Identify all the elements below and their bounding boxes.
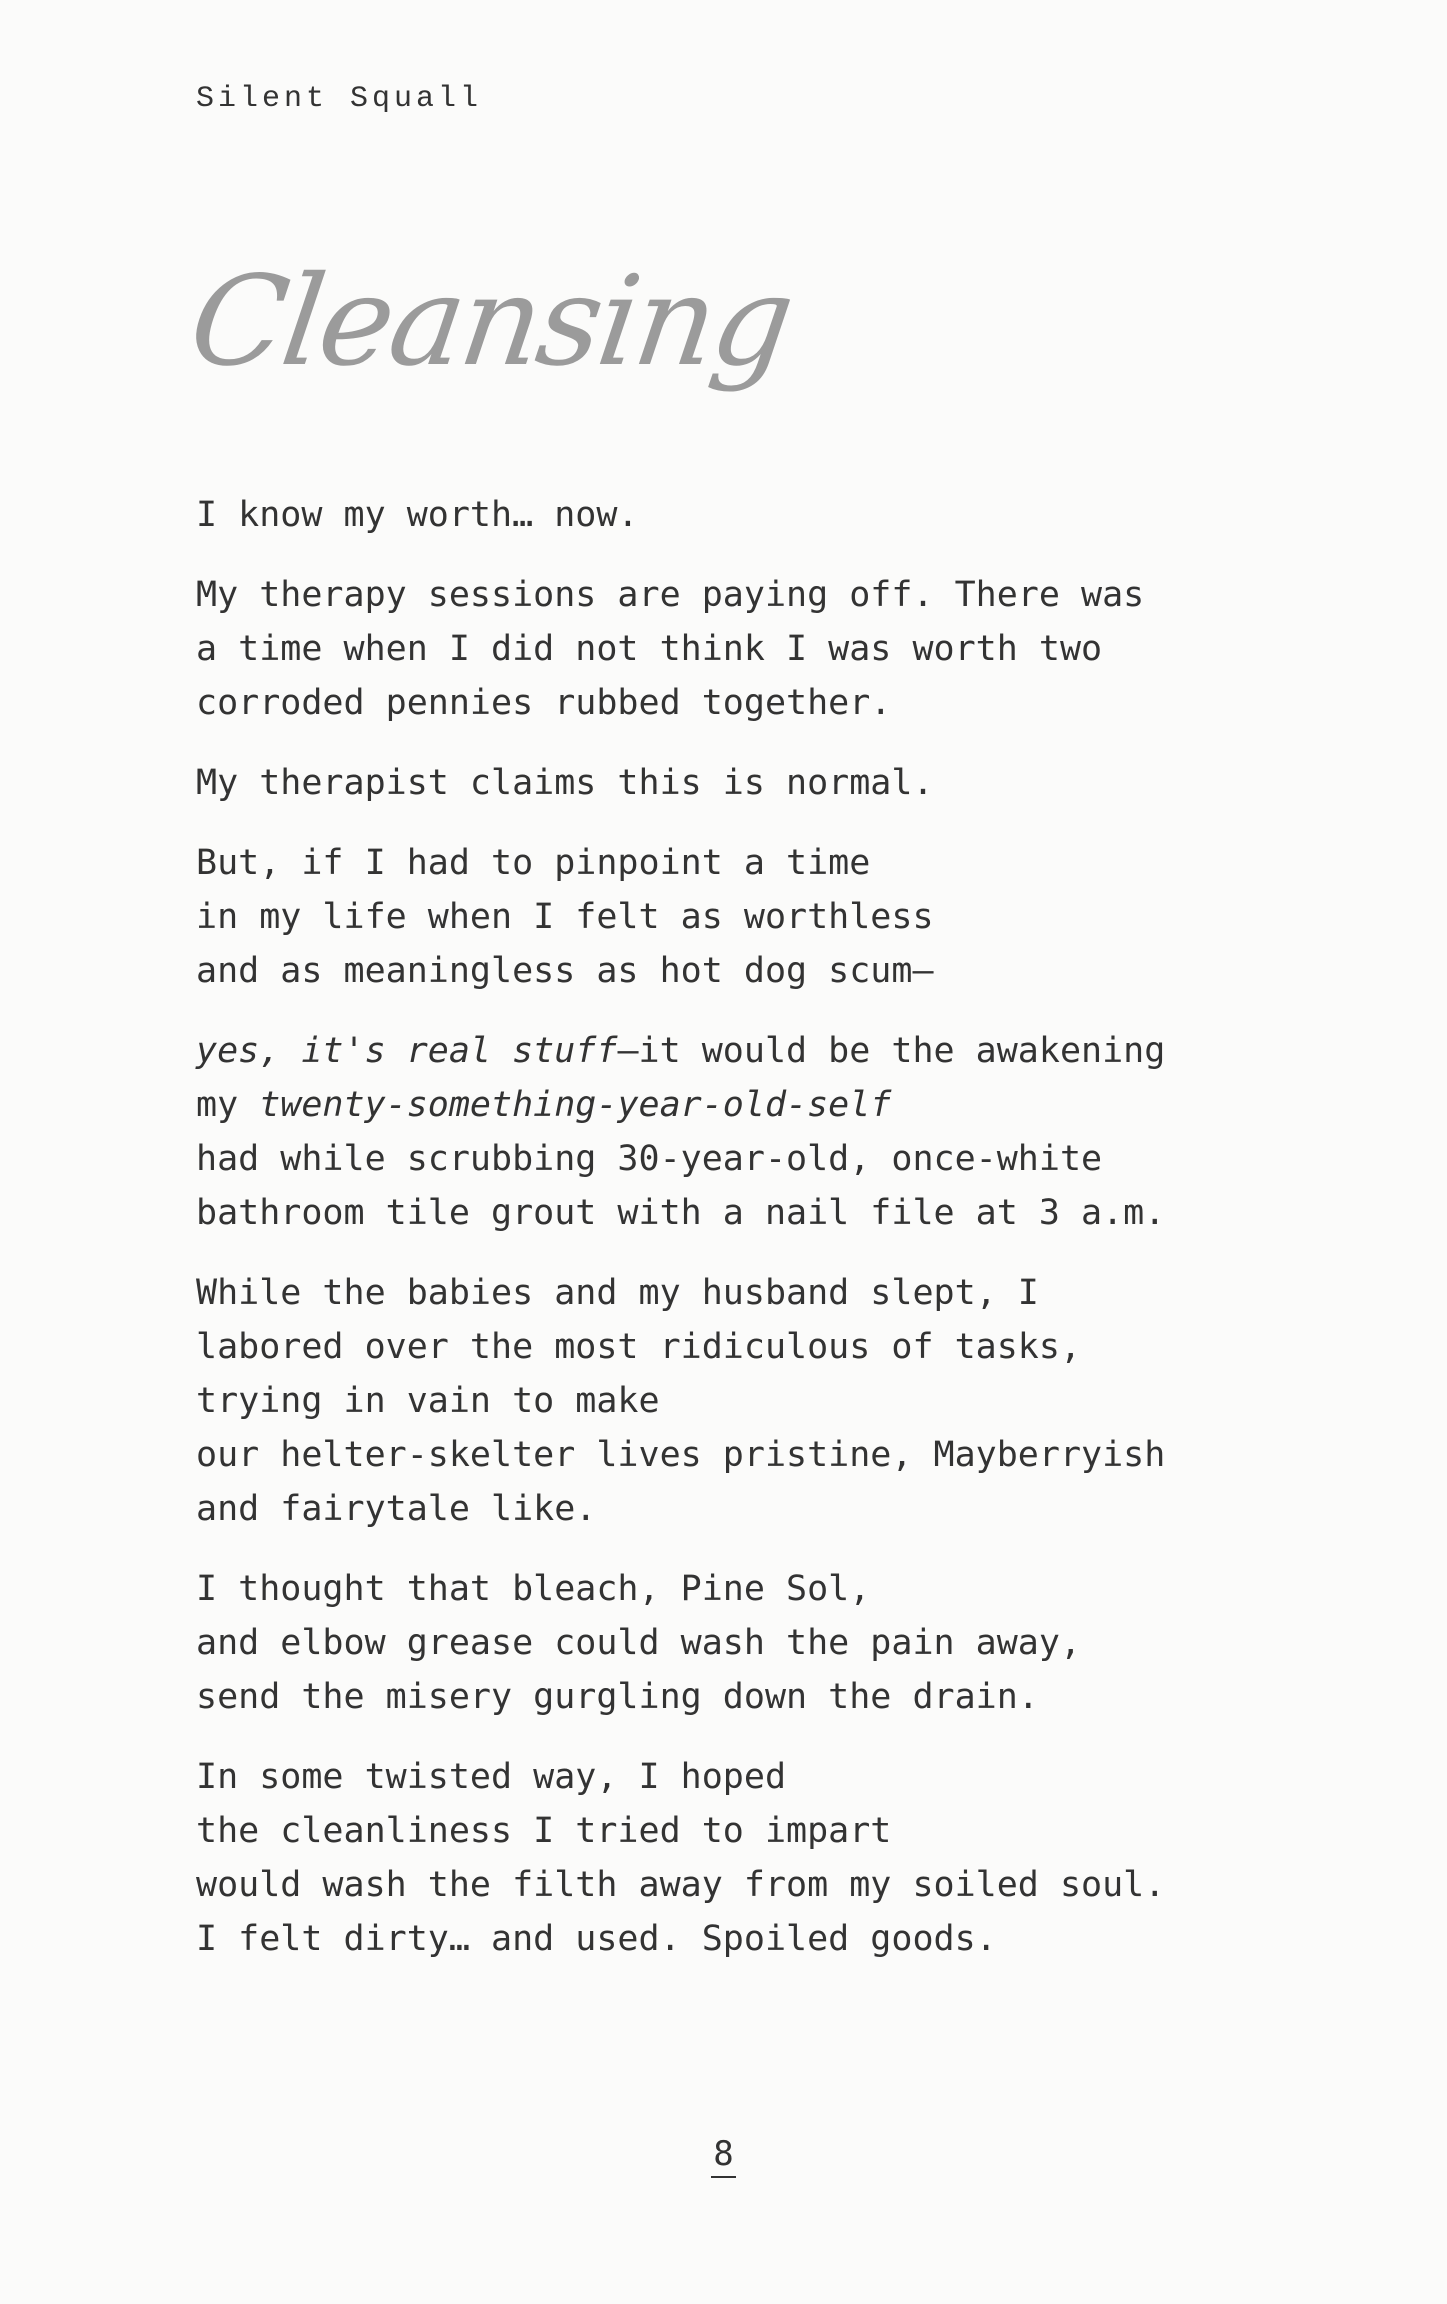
poem-body: [196, 488, 1256, 1992]
page-number: [0, 2134, 1447, 2174]
poem-line: labored over the most ridiculous of tasks,: [196, 1327, 1082, 1367]
poem-line: had while scrubbing 30-year-old, once-white: [196, 1139, 1103, 1179]
poem-line: and as meaningless as hot dog scum—: [196, 951, 934, 991]
poem-line: in my life when I felt as worthless: [196, 897, 934, 937]
italic-phrase: yes, it's real stuff: [196, 1031, 618, 1071]
poem-line: and fairytale like.: [196, 1489, 597, 1529]
poem-line: our helter-skelter lives pristine, Mayberryish: [196, 1435, 1166, 1475]
stanza-6: [196, 1266, 1256, 1536]
stanza-1: [196, 488, 1256, 542]
poem-line: My therapist claims this is normal.: [196, 763, 934, 803]
line-text: —it would be the awakening: [617, 1031, 1166, 1071]
stanza-3: [196, 756, 1256, 810]
page-title: Cleansing: [181, 250, 800, 394]
poem-line: corroded pennies rubbed together.: [196, 683, 892, 723]
poem-line: I felt dirty… and used. Spoiled goods.: [196, 1919, 997, 1959]
stanza-8: [196, 1750, 1256, 1966]
poem-line: and elbow grease could wash the pain away,: [196, 1623, 1082, 1663]
italic-phrase: twenty-something-year-old-self: [259, 1085, 892, 1125]
poem-line: bathroom tile grout with a nail file at 3 a.m.: [196, 1193, 1166, 1233]
poem-line: My therapy sessions are paying off. There was: [196, 575, 1145, 615]
poem-line: a time when I did not think I was worth two: [196, 629, 1103, 669]
poem-line: [196, 1078, 1256, 1132]
poem-line: I know my worth… now.: [196, 495, 639, 535]
line-text: my: [196, 1085, 260, 1125]
poem-line: I thought that bleach, Pine Sol,: [196, 1569, 871, 1609]
stanza-2: [196, 568, 1256, 730]
poem-line: the cleanliness I tried to impart: [196, 1811, 892, 1851]
stanza-5: [196, 1024, 1256, 1240]
poem-line: While the babies and my husband slept, I: [196, 1273, 1039, 1313]
poem-line: [196, 1024, 1256, 1078]
poem-line: But, if I had to pinpoint a time: [196, 843, 871, 883]
poem-line: send the misery gurgling down the drain.: [196, 1677, 1039, 1717]
poem-line: trying in vain to make: [196, 1381, 660, 1421]
stanza-7: [196, 1562, 1256, 1724]
running-header: Silent Squall: [196, 82, 483, 116]
page-number-text: 8: [711, 2134, 735, 2178]
poem-line: would wash the filth away from my soiled soul.: [196, 1865, 1166, 1905]
poem-line: In some twisted way, I hoped: [196, 1757, 787, 1797]
stanza-4: [196, 836, 1256, 998]
